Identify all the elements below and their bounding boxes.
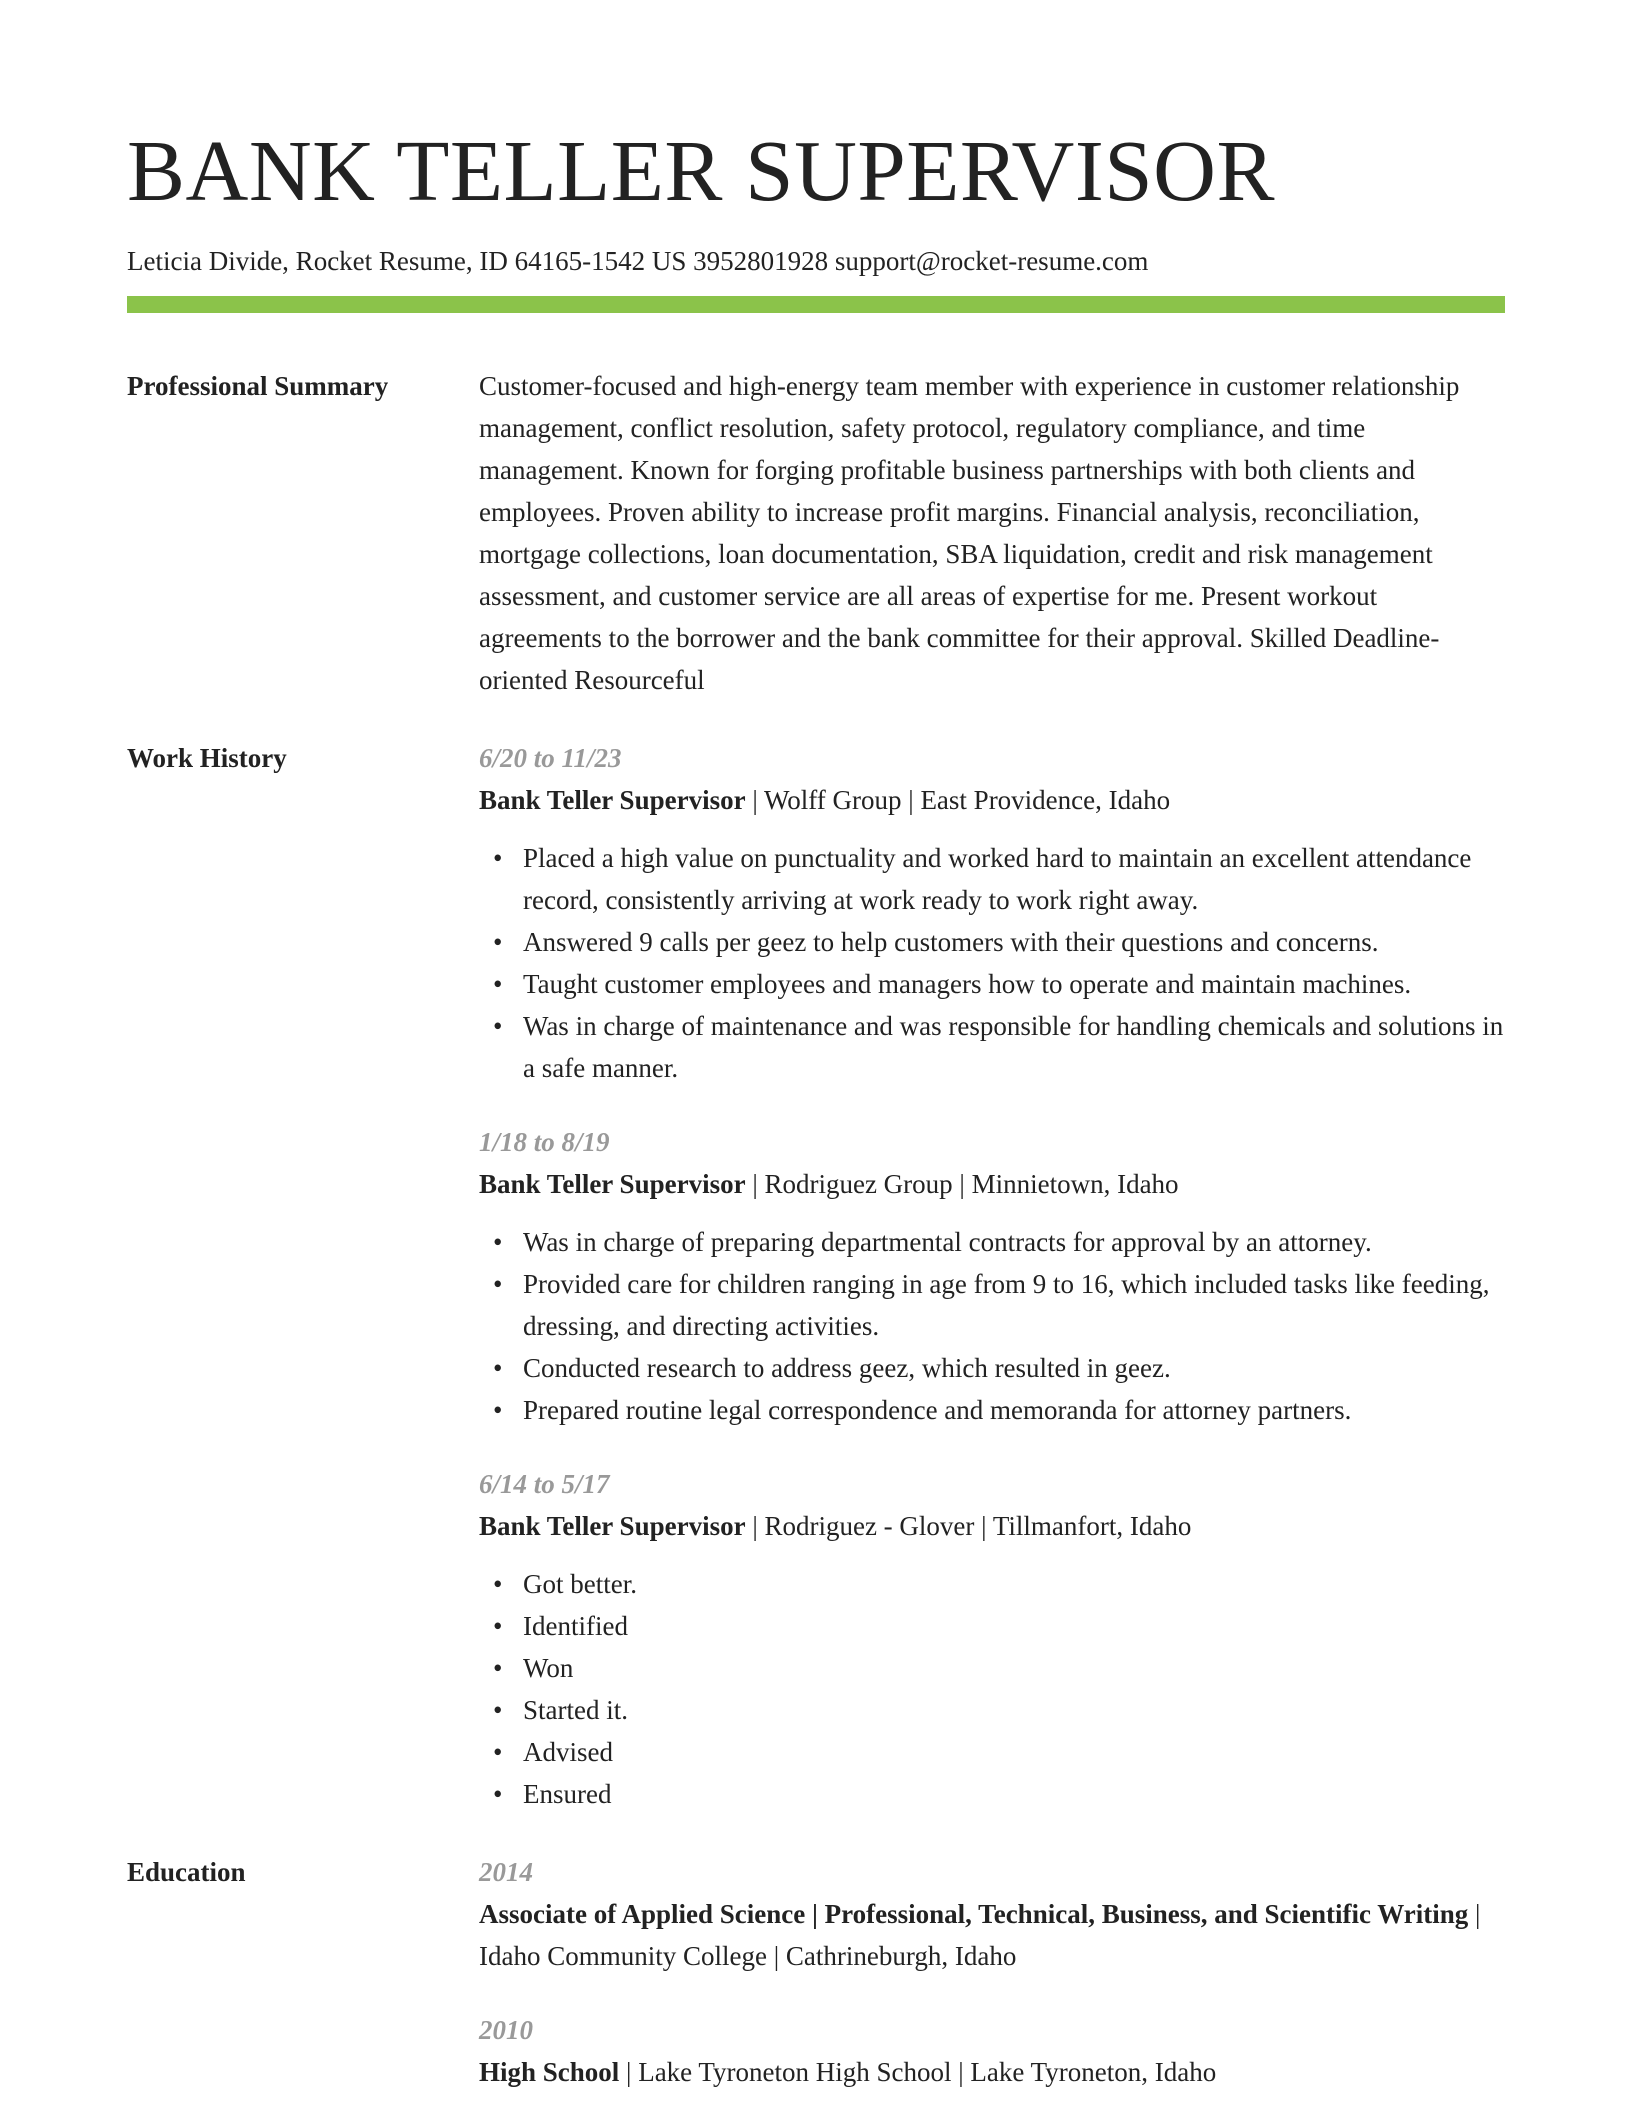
job-heading: [479, 1163, 1505, 1205]
education-entry: [479, 1851, 1505, 1977]
education-degree: Associate of Applied Science | Professional, Technical, Business, and Scientific Writing: [479, 1899, 1469, 1929]
job-title: Bank Teller Supervisor: [479, 1169, 746, 1199]
job-bullet: [479, 1347, 1505, 1389]
job-heading: [479, 779, 1505, 821]
education-section: [127, 1851, 1505, 2093]
job-bullet: [479, 963, 1505, 1005]
bullet-icon: •: [493, 1611, 503, 1641]
education-body: [479, 1851, 1505, 2093]
bullet-icon: •: [493, 969, 503, 999]
job-heading: [479, 1505, 1505, 1547]
bullet-icon: •: [493, 1395, 503, 1425]
work-history-body: [479, 737, 1505, 1815]
job-title: Bank Teller Supervisor: [479, 1511, 746, 1541]
education-details: | Lake Tyroneton High School | Lake Tyroneton, Idaho: [619, 2057, 1217, 2087]
education-entry: [479, 2009, 1505, 2093]
job-bullet: [479, 1563, 1505, 1605]
bullet-icon: •: [493, 1779, 503, 1809]
job-bullet-text: Placed a high value on punctuality and worked hard to maintain an excellent attendance record, consistently arriving at work ready to work right away.: [523, 843, 1472, 915]
job-dates: 6/14 to 5/17: [479, 1469, 610, 1499]
bullet-icon: •: [493, 1227, 503, 1257]
job-bullet: [479, 1773, 1505, 1815]
job-bullet-list: [479, 1221, 1505, 1431]
bullet-icon: •: [493, 1653, 503, 1683]
bullet-icon: •: [493, 1269, 503, 1299]
job-bullet-text: Was in charge of preparing departmental contracts for approval by an attorney.: [523, 1227, 1372, 1257]
job-bullet-text: Taught customer employees and managers how to operate and maintain machines.: [523, 969, 1412, 999]
job-bullet-text: Started it.: [523, 1695, 628, 1725]
job-bullet: [479, 1221, 1505, 1263]
education-heading: [479, 2051, 1505, 2093]
bullet-icon: •: [493, 1353, 503, 1383]
job-bullet-list: [479, 1563, 1505, 1815]
bullet-icon: •: [493, 843, 503, 873]
job-entry: [479, 1463, 1505, 1815]
job-dates: 6/20 to 11/23: [479, 743, 622, 773]
bullet-icon: •: [493, 1011, 503, 1041]
job-details: | Rodriguez Group | Minnietown, Idaho: [745, 1169, 1179, 1199]
job-bullet-text: Answered 9 calls per geez to help customers with their questions and concerns.: [523, 927, 1379, 957]
job-details: | Rodriguez - Glover | Tillmanfort, Idaho: [745, 1511, 1192, 1541]
bullet-icon: •: [493, 1695, 503, 1725]
job-bullet-text: Provided care for children ranging in age from 9 to 16, which included tasks like feeding, dressing, and directing activities.: [523, 1269, 1490, 1341]
education-details: | Idaho Community College | Cathrineburgh, Idaho: [479, 1899, 1481, 1971]
job-bullet: [479, 837, 1505, 921]
bullet-icon: •: [493, 1737, 503, 1767]
summary-section: [127, 365, 1505, 701]
job-bullet: [479, 1689, 1505, 1731]
summary-body: [479, 365, 1505, 701]
job-details: | Wolff Group | East Providence, Idaho: [745, 785, 1171, 815]
job-bullet-text: Ensured: [523, 1779, 612, 1809]
education-year: 2010: [479, 2015, 533, 2045]
header-divider: [127, 296, 1505, 313]
resume-title: BANK TELLER SUPERVISOR: [127, 122, 1276, 219]
job-entry: [479, 1121, 1505, 1431]
job-entry: [479, 737, 1505, 1089]
job-dates: 1/18 to 8/19: [479, 1127, 610, 1157]
section-label-education: Education: [127, 1857, 246, 1887]
contact-line: Leticia Divide, Rocket Resume, ID 64165-1542 US 3952801928 support@rocket-resume.com: [127, 246, 1149, 276]
job-bullet: [479, 921, 1505, 963]
job-bullet-text: Won: [523, 1653, 574, 1683]
bullet-icon: •: [493, 1569, 503, 1599]
job-bullet: [479, 1389, 1505, 1431]
job-bullet-text: Got better.: [523, 1569, 637, 1599]
job-bullet-text: Advised: [523, 1737, 613, 1767]
work-history-section: [127, 737, 1505, 1815]
section-label-summary: Professional Summary: [127, 371, 389, 401]
job-bullet-text: Conducted research to address geez, which resulted in geez.: [523, 1353, 1171, 1383]
education-degree: High School: [479, 2057, 620, 2087]
job-bullet: [479, 1731, 1505, 1773]
job-title: Bank Teller Supervisor: [479, 785, 746, 815]
summary-text: Customer-focused and high-energy team member with experience in customer relationship management, conflict resolution, safety protocol, regulatory compliance, and time management. Known for forging profitable business partnerships with both clients and employees. Proven ability to increase profit margins. Financial analysis, reconciliation, mortgage collections, loan documentation, SBA liquidation, credit and risk management assessment, and customer service are all areas of expertise for me. Present workout agreements to the borrower and the bank committee for their approval. Skilled Deadline-oriented Resourceful: [479, 371, 1460, 695]
job-bullet: [479, 1005, 1505, 1089]
job-bullet: [479, 1647, 1505, 1689]
education-heading: [479, 1893, 1505, 1977]
job-bullet: [479, 1605, 1505, 1647]
job-bullet-text: Prepared routine legal correspondence and memoranda for attorney partners.: [523, 1395, 1352, 1425]
job-bullet: [479, 1263, 1505, 1347]
job-bullet-list: [479, 837, 1505, 1089]
job-bullet-text: Identified: [523, 1611, 628, 1641]
bullet-icon: •: [493, 927, 503, 957]
section-label-work-history: Work History: [127, 743, 287, 773]
education-year: 2014: [479, 1857, 533, 1887]
job-bullet-text: Was in charge of maintenance and was responsible for handling chemicals and solutions in a safe manner.: [523, 1011, 1504, 1083]
